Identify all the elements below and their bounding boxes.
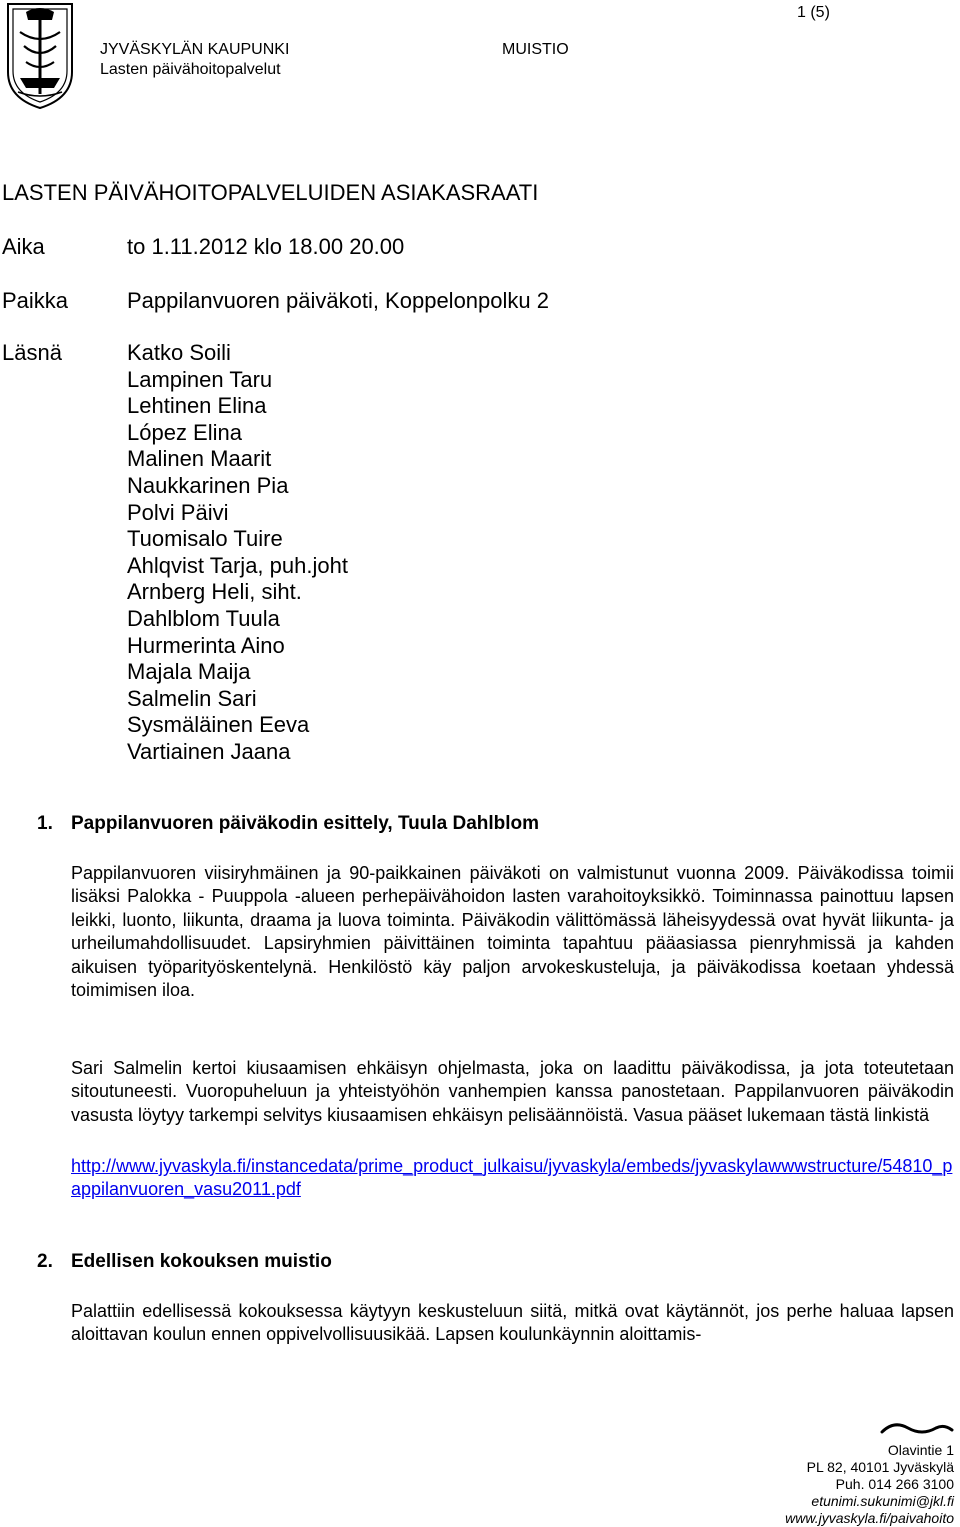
website-address: www.jyvaskyla.fi/paivahoito xyxy=(785,1510,954,1526)
attendee: Lehtinen Elina xyxy=(127,393,267,419)
attendee: Hurmerinta Aino xyxy=(127,632,285,658)
paragraph-text: Sari Salmelin kertoi kiusaamisen ehkäisyn ohjelmasta, joka on laadittu päiväkodissa, ja jota toteutetaan sitoutuneesti. Vuoropuheluun ja yhteistyöhön vanhempien kanssa panostetaan. Pappilanvuoren päiväkodin vasusta löytyy tarkempi selvitys kiusaamisen ehkäisyn pelisäännöistä. Vasua pääset lukemaan tästä linkistä xyxy=(71,1058,954,1125)
contact-footer xyxy=(785,1442,954,1527)
section-2-paragraph-1 xyxy=(71,1300,954,1347)
paragraph-text: Pappilanvuoren viisiryhmäinen ja 90-paikkainen päiväkoti on valmistunut vuonna 2009. Päiväkodissa toimii lisäksi Palokka - Puuppola -alueen perhepäivähoidon lasten varahoitoyksikkö. Toiminnassa painottuu lapsen leikki, luonto, liikunta, draama ja luova toiminta. Päiväkodin välittömässä läheisyydessä ovat hyvät liikunta- ja urheilumahdollisuudet. Lapsiryhmien päivittäinen toiminta tapahtuu pääasiassa pienryhmissä ja kahden aikuisen työparityöskentelynä. Henkilöstö käy paljon arvokeskusteluja, ja päiväkodissa koetaan yhdessä toimimisen iloa. xyxy=(71,863,954,1001)
paragraph-text: Palattiin edellisessä kokouksessa käytyyn keskusteluun siitä, mitkä ovat käytännöt, jos perhe haluaa lapsen aloittavan koulun ennen oppivelvollisuusikää. Lapsen koulunkäynnin aloittamis- xyxy=(71,1301,954,1345)
city-crest-logo xyxy=(6,2,74,110)
attendee: Katko Soili xyxy=(127,340,231,365)
section-number: 2. xyxy=(37,1251,53,1272)
present-label: Läsnä xyxy=(2,340,62,365)
section-1-paragraph-1 xyxy=(71,862,954,1002)
wave-logo xyxy=(880,1418,954,1440)
time-label: Aika xyxy=(2,234,45,259)
attendee: Ahlqvist Tarja, puh.joht xyxy=(127,552,348,578)
attendee: Dahlblom Tuula xyxy=(127,605,280,631)
section-number: 1. xyxy=(37,813,53,834)
attendee: Naukkarinen Pia xyxy=(127,472,289,498)
email-address: etunimi.sukunimi@jkl.fi xyxy=(811,1493,954,1509)
attendee: Polvi Päivi xyxy=(127,499,229,525)
attendee: Vartiainen Jaana xyxy=(127,738,291,764)
phone-number: Puh. 014 266 3100 xyxy=(835,1476,954,1492)
section-title: Edellisen kokouksen muistio xyxy=(71,1251,332,1272)
time-value: to 1.11.2012 klo 18.00 20.00 xyxy=(127,234,405,259)
attendee: Tuomisalo Tuire xyxy=(127,526,283,552)
document-type: MUISTIO xyxy=(502,41,569,58)
section-2-heading xyxy=(37,1251,332,1273)
postal-address: PL 82, 40101 Jyväskylä xyxy=(806,1459,954,1475)
attendee: Lampinen Taru xyxy=(127,366,273,392)
place-value: Pappilanvuoren päiväkoti, Koppelonpolku 2 xyxy=(127,288,549,313)
city-name: JYVÄSKYLÄN KAUPUNKI xyxy=(100,41,290,58)
attendee-list xyxy=(127,340,348,766)
page-number: 1 (5) xyxy=(797,4,830,21)
section-1-paragraph-2 xyxy=(71,1057,954,1127)
document-title: LASTEN PÄIVÄHOITOPALVELUIDEN ASIAKASRAATI xyxy=(2,180,539,205)
organization-name xyxy=(100,40,289,80)
attendee: Arnberg Heli, siht. xyxy=(127,579,302,605)
attendee: Majala Maija xyxy=(127,659,251,685)
place-label: Paikka xyxy=(2,288,69,313)
street-address: Olavintie 1 xyxy=(887,1442,954,1458)
department-name: Lasten päivähoitopalvelut xyxy=(100,61,281,78)
section-title: Pappilanvuoren päiväkodin esittely, Tuula Dahlblom xyxy=(71,813,540,834)
attendee: Sysmäläinen Eeva xyxy=(127,712,310,738)
attendee: Malinen Maarit xyxy=(127,446,272,472)
attendee: López Elina xyxy=(127,419,242,445)
section-1-heading xyxy=(37,813,539,835)
attendee: Salmelin Sari xyxy=(127,685,257,711)
vasu-document-link[interactable]: http://www.jyvaskyla.fi/instancedata/prime_product_julkaisu/jyvaskyla/embeds/jyvaskylawwwstructure/54810_pappilanvuoren_vasu2011.pdf xyxy=(71,1156,953,1200)
